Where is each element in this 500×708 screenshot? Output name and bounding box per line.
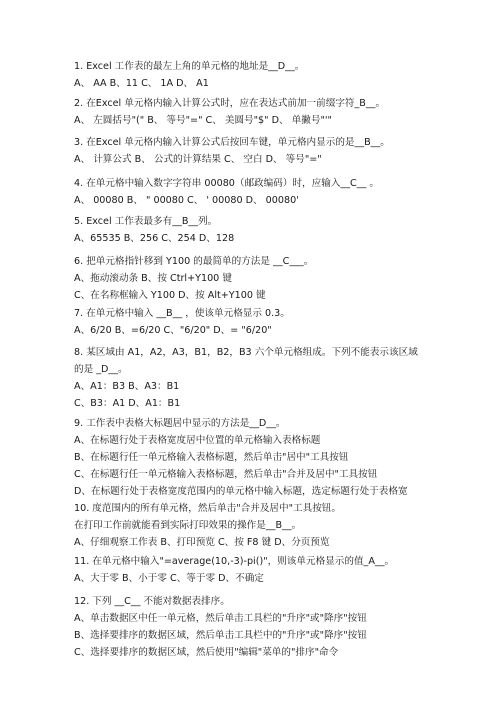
question-line: A、A1：B3 B、A3：B1: [74, 381, 180, 392]
question-line: A、单击数据区中任一单元格，然后单击工具栏的"升序"或"降序"按钮: [74, 613, 367, 624]
question-line: A、仔细观察工作表 B、打印预览 C、按 F8 键 D、分页预览: [74, 537, 330, 548]
question-line: 2. 在Excel 单元格内输入计算公式时，应在表达式前加一前缀字符_B__。: [74, 98, 386, 109]
question-10: [74, 500, 494, 551]
question-8: [74, 344, 494, 412]
question-line: 的是 _D__。: [74, 364, 128, 375]
question-1: [74, 58, 494, 92]
question-12: [74, 593, 494, 661]
question-line: A、大于零 B、小于零 C、等于零 D、不确定: [74, 573, 264, 584]
question-line: A、 00080 B、 " 00080 C、 ' 00080 D、 00080': [74, 195, 299, 206]
question-line: 在打印工作前就能看到实际打印效果的操作是__B__。: [74, 520, 302, 531]
question-4: [74, 175, 494, 209]
question-2: [74, 95, 494, 129]
question-line: A、 计算公式 B、 公式的计算结果 C、 空白 D、 等号"=": [74, 154, 322, 165]
question-line: C、在名称框输入 Y100 D、按 Alt+Y100 键: [74, 290, 266, 301]
question-line: 11. 在单元格中输入"=average(10,-3)-pi()"，则该单元格显示的值_A__。: [74, 556, 395, 567]
question-line: A、6/20 B、=6/20 C、"6/20" D、= "6/20": [74, 325, 272, 336]
question-line: 9. 工作表中表格大标题居中显示的方法是__D__。: [74, 418, 286, 429]
question-line: 4. 在单元格中输入数字字符串 00080（邮政编码）时，应输入__C__ 。: [74, 178, 379, 189]
question-line: C、B3：A1 D、A1：B1: [74, 398, 181, 409]
question-line: 8. 某区域由 A1，A2，A3，B1，B2，B3 六个单元格组成。下列不能表示该区域: [74, 347, 418, 358]
question-line: A、在标题行处于表格宽度居中位置的单元格输入表格标题: [74, 435, 321, 446]
question-line: B、选择要排序的数据区域，然后单击工具栏中的"升序"或"降序"按钮: [74, 630, 367, 641]
question-5: [74, 213, 494, 247]
question-line: B、在标题行任一单元格输入表格标题，然后单击"居中"工具按钮: [74, 452, 349, 463]
question-6: [74, 253, 494, 304]
question-line: A、 AA B、11 C、 1A D、 A1: [74, 78, 209, 89]
question-line: D、在标题行处于表格宽度范围内的单元格中输入标题，选定标题行处于表格宽: [74, 486, 408, 497]
question-line: 1. Excel 工作表的最左上角的单元格的地址是__D__。: [74, 61, 305, 72]
question-9: [74, 415, 494, 500]
question-line: 7. 在单元格中输入 __B__ ，使该单元格显示 0.3。: [74, 308, 290, 319]
question-line: A、65535 B、256 C、254 D、128: [74, 233, 235, 244]
question-line: C、选择要排序的数据区域，然后使用"编辑"菜单的"排序"命令: [74, 647, 339, 658]
question-line: C、在标题行任一单元格输入表格标题，然后单击"合并及居中"工具按钮: [74, 469, 378, 480]
question-11: [74, 553, 494, 587]
question-7: [74, 305, 494, 339]
question-3: [74, 134, 494, 168]
question-line: 12. 下列 __C__ 不能对数据表排序。: [74, 596, 230, 607]
question-line: 3. 在Excel 单元格内输入计算公式后按回车键，单元格内显示的是__B__。: [74, 137, 390, 148]
question-line: 10. 度范围内的所有单元格，然后单击"合并及居中"工具按钮。: [74, 503, 341, 514]
question-line: 5. Excel 工作表最多有__B__列。: [74, 216, 218, 227]
question-line: A、 左圆括号"(" B、 等号"=" C、 美圆号"$" D、 单撇号"'": [74, 115, 332, 126]
question-line: A、拖动滚动条 B、按 Ctrl+Y100 键: [74, 273, 232, 284]
question-line: 6. 把单元格指针移到 Y100 的最简单的方法是 __C___。: [74, 256, 314, 267]
